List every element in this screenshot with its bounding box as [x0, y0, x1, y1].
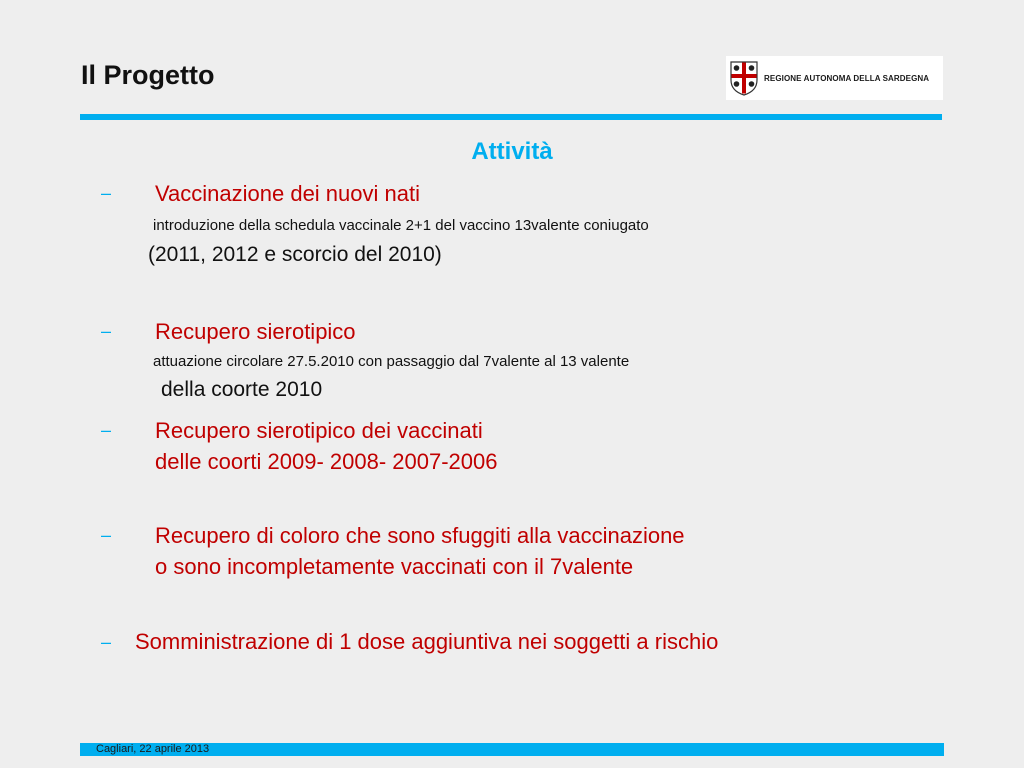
- header-divider: [80, 114, 942, 120]
- bullet-dash: –: [101, 420, 112, 440]
- sardinia-coat-of-arms-icon: [729, 60, 759, 96]
- section-title: Attività: [471, 138, 553, 165]
- bullet-dash: –: [101, 321, 112, 341]
- footer-bar: [80, 743, 944, 756]
- item-heading: Recupero sierotipico: [155, 319, 356, 344]
- page-title: Il Progetto: [81, 60, 215, 90]
- bullet-dash: –: [101, 183, 112, 203]
- item-line1: Recupero di coloro che sono sfuggiti alla vaccinazione: [155, 523, 685, 548]
- footer-date: Cagliari, 22 aprile 2013: [96, 743, 210, 755]
- item-heading: Vaccinazione dei nuovi nati: [155, 181, 420, 206]
- region-logo: [726, 56, 943, 100]
- item-line1: Recupero sierotipico dei vaccinati: [155, 418, 483, 443]
- bullet-dash: –: [101, 632, 112, 652]
- logo-text: REGIONE AUTONOMA DELLA SARDEGNA: [764, 73, 930, 83]
- item-note: (2011, 2012 e scorcio del 2010): [148, 243, 442, 266]
- item-detail: introduzione della schedula vaccinale 2+1 del vaccino 13valente coniugato: [153, 217, 649, 234]
- bullet-dash: –: [101, 525, 112, 545]
- item-note: della coorte 2010: [161, 378, 323, 401]
- item-detail: attuazione circolare 27.5.2010 con passaggio dal 7valente al 13 valente: [153, 353, 630, 370]
- item-line2: o sono incompletamente vaccinati con il 7valente: [155, 554, 634, 579]
- item-line1: Somministrazione di 1 dose aggiuntiva nei soggetti a rischio: [135, 629, 719, 654]
- item-line2: delle coorti 2009- 2008- 2007-2006: [155, 449, 498, 474]
